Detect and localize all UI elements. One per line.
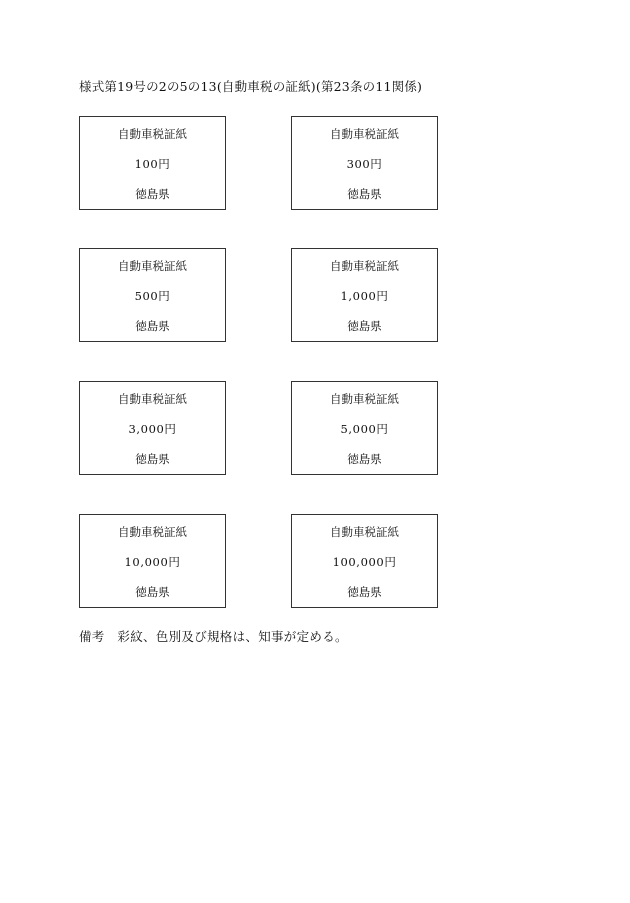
stamp-name: 自動車税証紙 [330,259,399,273]
stamp-amount: 3,000円 [128,422,177,436]
stamp-issuer: 徳島県 [135,585,170,599]
stamp-name: 自動車税証紙 [118,525,187,539]
stamp-name: 自動車税証紙 [118,127,187,141]
stamp-issuer: 徳島県 [135,187,170,201]
stamp-amount: 300円 [346,157,383,171]
stamp-amount: 10,000円 [124,555,181,569]
stamp-box-5000-yen [291,381,438,475]
stamp-amount: 100,000円 [332,555,397,569]
stamp-issuer: 徳島県 [347,452,382,466]
stamp-name: 自動車税証紙 [118,392,187,406]
stamp-box-100-yen [79,116,226,210]
stamp-issuer: 徳島県 [135,319,170,333]
stamp-box-3000-yen [79,381,226,475]
stamp-name: 自動車税証紙 [118,259,187,273]
stamp-issuer: 徳島県 [347,319,382,333]
remark-note: 備考 彩紋、色別及び規格は、知事が定める。 [79,629,348,644]
stamp-box-10000-yen [79,514,226,608]
stamp-name: 自動車税証紙 [330,127,399,141]
stamp-box-500-yen [79,248,226,342]
stamp-name: 自動車税証紙 [330,525,399,539]
stamp-name: 自動車税証紙 [330,392,399,406]
stamp-amount: 100円 [134,157,171,171]
stamp-issuer: 徳島県 [347,585,382,599]
stamp-issuer: 徳島県 [347,187,382,201]
stamp-amount: 500円 [134,289,171,303]
stamp-box-1000-yen [291,248,438,342]
form-title: 様式第19号の2の5の13(自動車税の証紙)(第23条の11関係) [79,79,423,94]
stamp-amount: 1,000円 [340,289,389,303]
stamp-box-100000-yen [291,514,438,608]
stamp-amount: 5,000円 [340,422,389,436]
stamp-issuer: 徳島県 [135,452,170,466]
stamp-box-300-yen [291,116,438,210]
